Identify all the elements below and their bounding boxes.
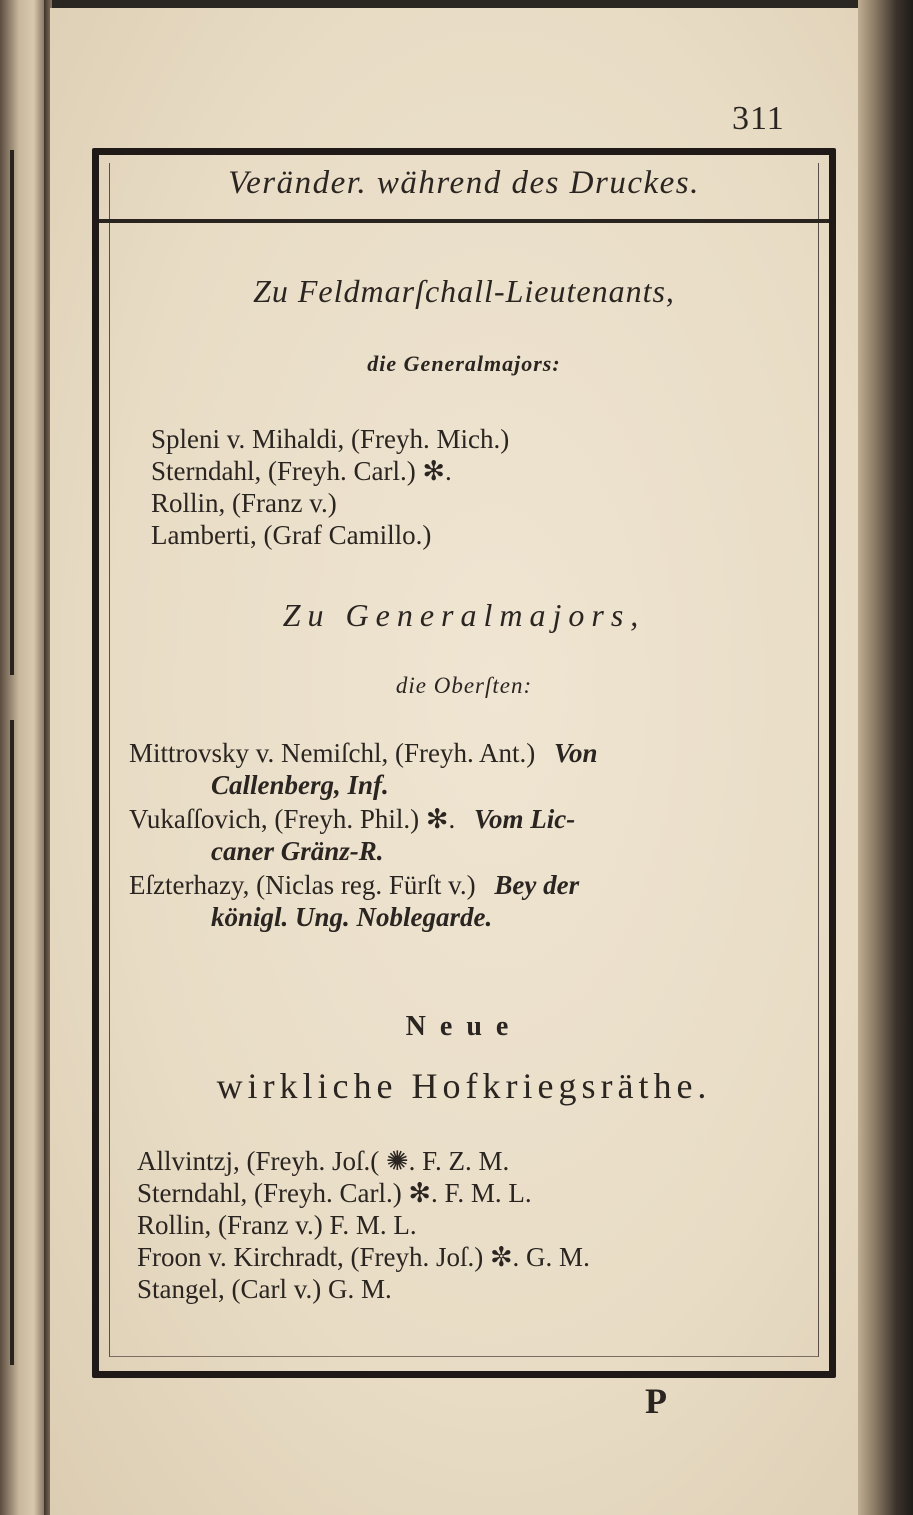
running-head: Veränder. während des Druckes.	[228, 165, 700, 201]
entry-eszterhazy-name: Eſzterhazy, (Niclas reg. Fürſt v.)	[129, 870, 476, 900]
entry-mittrovsky-continued: Callenberg, Inf.	[211, 770, 389, 800]
entry-vukassovich-note: Vom Lic-	[473, 804, 576, 834]
entry-mittrovsky-name: Mittrovsky v. Nemiſchl, (Freyh. Ant.)	[129, 738, 536, 768]
entry-mittrovsky	[129, 737, 598, 769]
header-rule	[99, 219, 829, 223]
entry-mittrovsky-note: Von	[553, 738, 598, 768]
entry-vukassovich	[129, 803, 575, 835]
right-page-edge	[858, 0, 913, 1515]
section-title-generalmajors: Zu Generalmajors,	[282, 597, 646, 633]
page-number: 311	[732, 100, 785, 137]
entry-froon: Froon v. Kirchradt, (Freyh. Joſ.) ✼. G. M.	[137, 1242, 590, 1272]
section-title-feldmarschall: Zu Feldmarſchall-Lieutenants,	[253, 273, 675, 309]
entry-lamberti: Lamberti, (Graf Camillo.)	[151, 520, 432, 550]
catchword: P	[645, 1381, 667, 1421]
entry-allvintzj: Allvintzj, (Freyh. Joſ.( ✺. F. Z. M.	[137, 1146, 510, 1176]
entry-eszterhazy-continued: königl. Ung. Noblegarde.	[211, 902, 493, 932]
entry-rollin: Rollin, (Franz v.)	[151, 488, 337, 518]
entry-vukassovich-continued: caner Gränz-R.	[211, 836, 384, 866]
entry-stangel: Stangel, (Carl v.) G. M.	[137, 1274, 392, 1304]
entry-eszterhazy-note: Bey der	[494, 870, 580, 900]
section-subtitle-generalmajors: die Generalmajors:	[367, 351, 561, 376]
page-frame	[92, 148, 836, 1378]
entry-sterndahl: Sterndahl, (Freyh. Carl.) ✻.	[151, 456, 452, 486]
left-page-frame-line	[10, 720, 14, 1365]
entry-rollin-2: Rollin, (Franz v.) F. M. L.	[137, 1210, 417, 1240]
page	[50, 8, 860, 1515]
entry-sterndahl-2: Sterndahl, (Freyh. Carl.) ✻. F. M. L.	[137, 1178, 532, 1208]
entry-eszterhazy	[129, 869, 579, 901]
section-subtitle-obersten: die Oberſten:	[395, 673, 533, 698]
entry-spleni: Spleni v. Mihaldi, (Freyh. Mich.)	[151, 424, 510, 454]
left-page-edge	[0, 0, 48, 1515]
entry-vukassovich-name: Vukaſſovich, (Freyh. Phil.) ✻.	[129, 804, 456, 834]
left-page-frame-line	[10, 150, 14, 675]
section-title-hofkriegsraethe: wirkliche Hofkriegsräthe.	[216, 1066, 712, 1106]
section-title-neue: Neue	[405, 1011, 523, 1042]
